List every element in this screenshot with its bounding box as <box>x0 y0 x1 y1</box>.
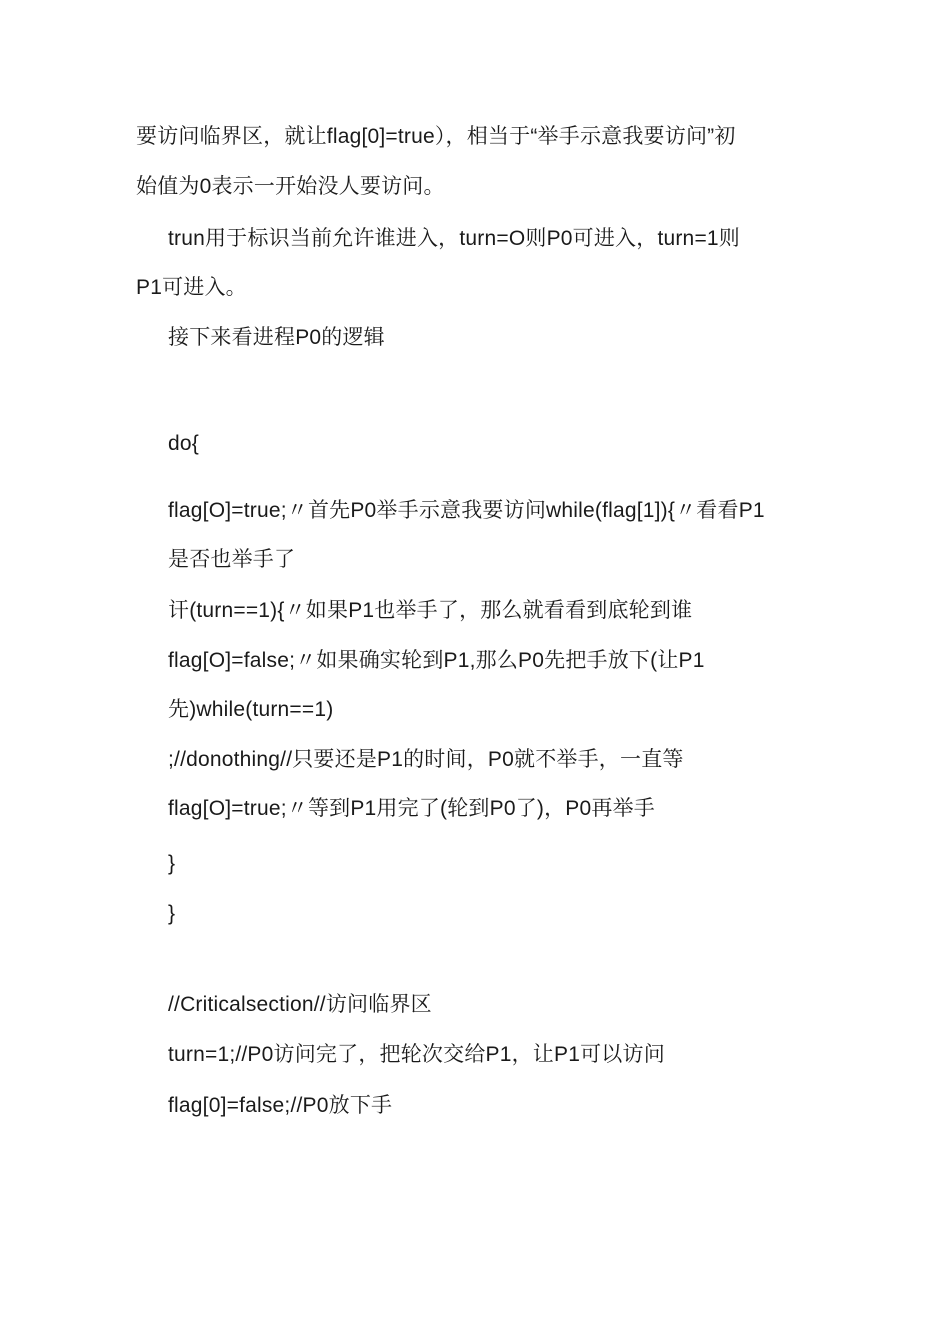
code-line-do: do{ <box>168 432 199 455</box>
code-line-7: ;//donothing//只要还是P1的时间，P0就不举手，一直等 <box>168 748 684 771</box>
paragraph-line-5: 接下来看进程P0的逻辑 <box>168 326 385 349</box>
code-line-3: 是否也举手了 <box>168 548 296 571</box>
paragraph-line-4: P1可进入。 <box>136 276 247 299</box>
code-line-8: flag[O]=true;〃等到P1用完了(轮到P0了)，P0再举手 <box>168 797 655 820</box>
code-line-2: flag[O]=true;〃首先P0举手示意我要访问while(flag[1]){〃看看P1 <box>168 499 765 522</box>
code-line-critical-section: //Criticalsection//访问临界区 <box>168 993 432 1016</box>
paragraph-line-1: 要访问临界区，就让flag[0]=true），相当于“举手示意我要访问”初 <box>136 125 736 148</box>
paragraph-line-3: trun用于标识当前允许谁进入，turn=O则P0可进入，turn=1则 <box>168 227 740 250</box>
code-line-close-brace-1: } <box>168 852 176 875</box>
paragraph-line-2: 始值为0表示一开始没人要访问。 <box>136 175 445 198</box>
code-line-flag-false: flag[0]=false;//P0放下手 <box>168 1094 393 1117</box>
code-line-5: flag[O]=false;〃如果确实轮到P1,那么P0先把手放下(让P1 <box>168 649 705 672</box>
code-line-6: 先)while(turn==1) <box>168 698 334 721</box>
code-line-4: 讦(turn==1){〃如果P1也举手了，那么就看看到底轮到谁 <box>168 599 693 622</box>
code-line-turn: turn=1;//P0访问完了，把轮次交给P1，让P1可以访问 <box>168 1043 665 1066</box>
code-line-close-brace-2: } <box>168 902 176 925</box>
